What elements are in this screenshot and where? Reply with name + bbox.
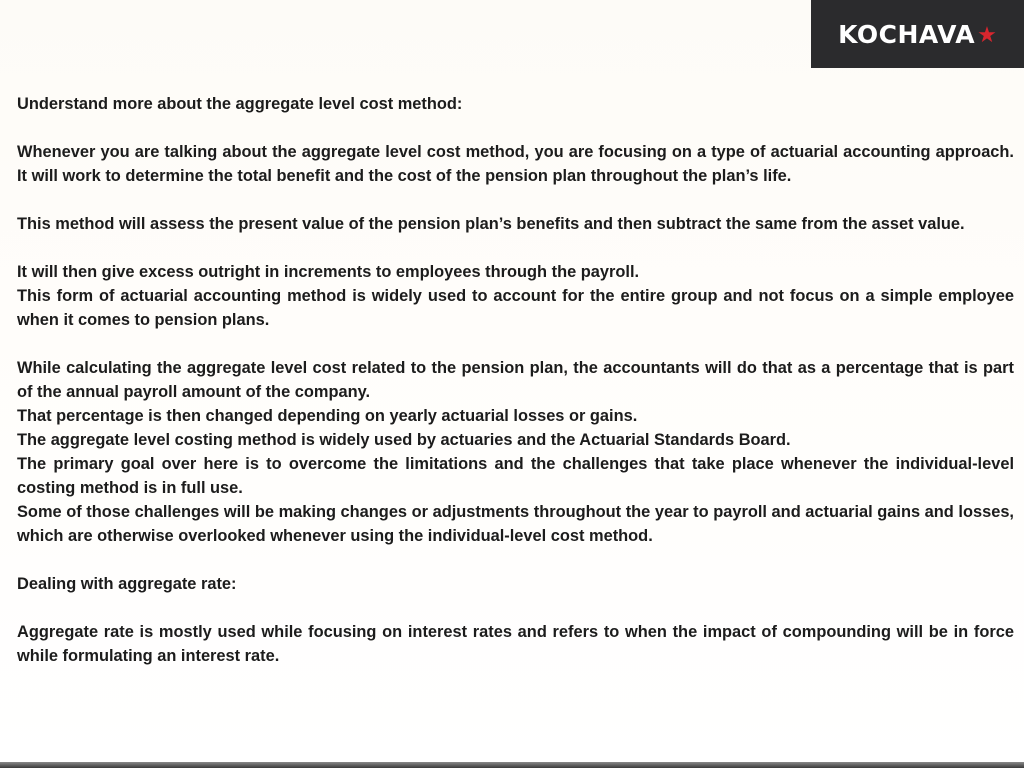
paragraph-usage: The aggregate level costing method is widely used by actuaries and the Actuarial Standards Board. <box>17 431 791 449</box>
spacer <box>17 116 1014 140</box>
section-heading-aggregate-rate: Dealing with aggregate rate: <box>17 575 237 593</box>
spacer <box>17 236 1014 260</box>
spacer <box>17 332 1014 356</box>
star-icon: ★ <box>977 22 997 48</box>
slide-content <box>17 68 1014 668</box>
spacer <box>17 188 1014 212</box>
spacer <box>17 548 1014 572</box>
paragraph-definition: Whenever you are talking about the aggregate level cost method, you are focusing on a type of actuarial accounting approach. It will work to determine the total benefit and the cost of the pension plan throughout the plan’s life. <box>17 143 1014 185</box>
bottom-border <box>0 762 1024 768</box>
spacer <box>17 68 1014 92</box>
paragraph-goal: The primary goal over here is to overcome the limitations and the challenges that take place whenever the individual-level costing method is in full use. <box>17 455 1014 497</box>
paragraph-group-usage: This form of actuarial accounting method is widely used to account for the entire group and not focus on a simple employee when it comes to pension plans. <box>17 287 1014 329</box>
paragraph-percentage: While calculating the aggregate level cost related to the pension plan, the accountants will do that as a percentage that is part of the annual payroll amount of the company. <box>17 359 1014 401</box>
paragraph-assessment: This method will assess the present value of the pension plan’s benefits and then subtract the same from the asset value. <box>17 215 965 233</box>
paragraph-percentage-change: That percentage is then changed depending on yearly actuarial losses or gains. <box>17 407 638 425</box>
kochava-logo <box>811 0 1024 68</box>
paragraph-challenges: Some of those challenges will be making changes or adjustments throughout the year to payroll and actuarial gains and losses, which are otherwise overlooked whenever using the individual-level cost method. <box>17 503 1014 545</box>
paragraph-excess: It will then give excess outright in increments to employees through the payroll. <box>17 263 640 281</box>
spacer <box>17 596 1014 620</box>
logo-text: KOCHAVA <box>838 19 976 49</box>
paragraph-aggregate-rate: Aggregate rate is mostly used while focusing on interest rates and refers to when the impact of compounding will be in force while formulating an interest rate. <box>17 623 1014 665</box>
section-heading-aggregate-level-cost: Understand more about the aggregate level cost method: <box>17 95 463 113</box>
